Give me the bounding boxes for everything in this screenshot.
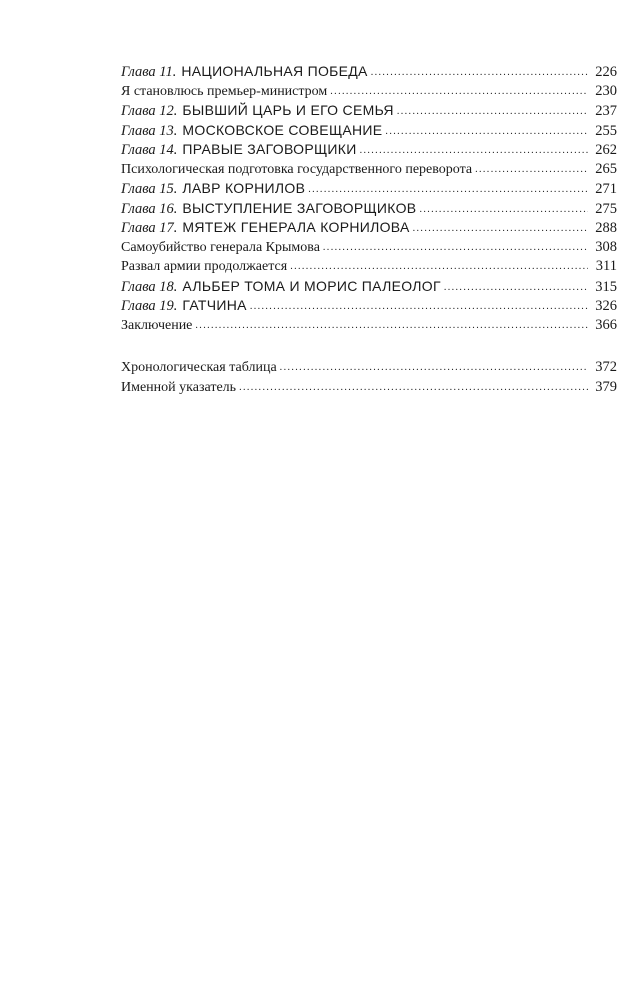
- chapter-title: МОСКОВСКОЕ СОВЕЩАНИЕ: [182, 121, 383, 138]
- dot-leader: [360, 141, 588, 161]
- toc-entry-section[interactable]: [121, 238, 617, 258]
- page-number: 226: [595, 64, 617, 80]
- section-title: Я становлюсь премьер-министром: [121, 83, 328, 99]
- toc-entry-chapter-18[interactable]: [121, 277, 617, 297]
- chapter-number: Глава 14.: [121, 142, 178, 158]
- page-number: 265: [595, 160, 617, 177]
- chapter-title: ВЫСТУПЛЕНИЕ ЗАГОВОРЩИКОВ: [182, 199, 417, 216]
- dot-leader: [475, 160, 588, 180]
- page-number: 262: [595, 142, 617, 158]
- page-number: 315: [595, 278, 617, 295]
- dot-leader: [290, 257, 588, 277]
- chapter-title: АЛЬБЕР ТОМА И МОРИС ПАЛЕОЛОГ: [182, 277, 441, 294]
- toc-entry-chapter-17[interactable]: [121, 218, 617, 238]
- toc-entry-section[interactable]: [121, 160, 617, 180]
- page-number: 326: [595, 298, 617, 314]
- page-number: 288: [595, 220, 617, 236]
- page-number: 255: [595, 122, 617, 139]
- dot-leader: [444, 278, 588, 298]
- chapter-number: Глава 18.: [121, 278, 178, 295]
- chapter-title: БЫВШИЙ ЦАРЬ И ЕГО СЕМЬЯ: [182, 102, 394, 118]
- chapter-title: ГАТЧИНА: [182, 297, 247, 313]
- dot-leader: [250, 297, 588, 317]
- chapter-number: Глава 16.: [121, 200, 178, 217]
- page-number: 379: [595, 378, 617, 395]
- page-number: 366: [595, 316, 617, 333]
- dot-leader: [308, 180, 588, 200]
- chapter-title: ПРАВЫЕ ЗАГОВОРЩИКИ: [182, 141, 357, 157]
- page-number: 271: [595, 181, 617, 197]
- toc-entry-chapter-12[interactable]: [121, 101, 617, 121]
- toc-entry-section[interactable]: [121, 257, 617, 277]
- section-title: Именной указатель: [121, 379, 237, 395]
- page-number: 230: [595, 82, 617, 99]
- section-spacer: [121, 335, 617, 358]
- chapter-number: Глава 11.: [121, 64, 177, 80]
- dot-leader: [239, 378, 588, 398]
- dot-leader: [419, 200, 588, 220]
- dot-leader: [397, 102, 588, 122]
- chapter-number: Глава 15.: [121, 181, 178, 197]
- page-number: 275: [595, 200, 617, 217]
- dot-leader: [330, 82, 588, 102]
- dot-leader: [323, 238, 588, 258]
- dot-leader: [371, 63, 588, 83]
- chapter-title: НАЦИОНАЛЬНАЯ ПОБЕДА: [181, 63, 368, 79]
- section-title: Хронологическая таблица: [121, 360, 277, 375]
- dot-leader: [195, 316, 588, 336]
- table-of-contents: [121, 62, 617, 397]
- toc-entry-chapter-15[interactable]: [121, 179, 617, 199]
- toc-entry-conclusion[interactable]: [121, 316, 617, 336]
- toc-entry-chronology[interactable]: [121, 358, 617, 378]
- page-number: 311: [595, 258, 617, 274]
- toc-entry-chapter-14[interactable]: [121, 140, 617, 160]
- page-number: 237: [595, 103, 617, 119]
- dot-leader: [413, 219, 588, 239]
- dot-leader: [280, 358, 588, 378]
- section-title: Развал армии продолжается: [121, 259, 288, 274]
- toc-entry-chapter-16[interactable]: [121, 199, 617, 219]
- chapter-title: МЯТЕЖ ГЕНЕРАЛА КОРНИЛОВА: [182, 219, 410, 235]
- toc-entry-name-index[interactable]: [121, 378, 617, 398]
- chapter-number: Глава 12.: [121, 103, 178, 119]
- toc-entry-chapter-19[interactable]: [121, 296, 617, 316]
- page-number: 308: [595, 238, 617, 255]
- page-number: 372: [595, 359, 617, 375]
- toc-entry-section[interactable]: [121, 82, 617, 102]
- chapter-number: Глава 13.: [121, 122, 178, 139]
- toc-entry-chapter-11[interactable]: [121, 62, 617, 82]
- chapter-number: Глава 19.: [121, 298, 178, 314]
- section-title: Психологическая подготовка государственного переворота: [121, 161, 473, 177]
- toc-entry-chapter-13[interactable]: [121, 121, 617, 141]
- chapter-number: Глава 17.: [121, 220, 178, 236]
- section-title: Самоубийство генерала Крымова: [121, 239, 320, 255]
- dot-leader: [385, 122, 588, 142]
- section-title: Заключение: [121, 317, 193, 333]
- chapter-title: ЛАВР КОРНИЛОВ: [182, 180, 306, 196]
